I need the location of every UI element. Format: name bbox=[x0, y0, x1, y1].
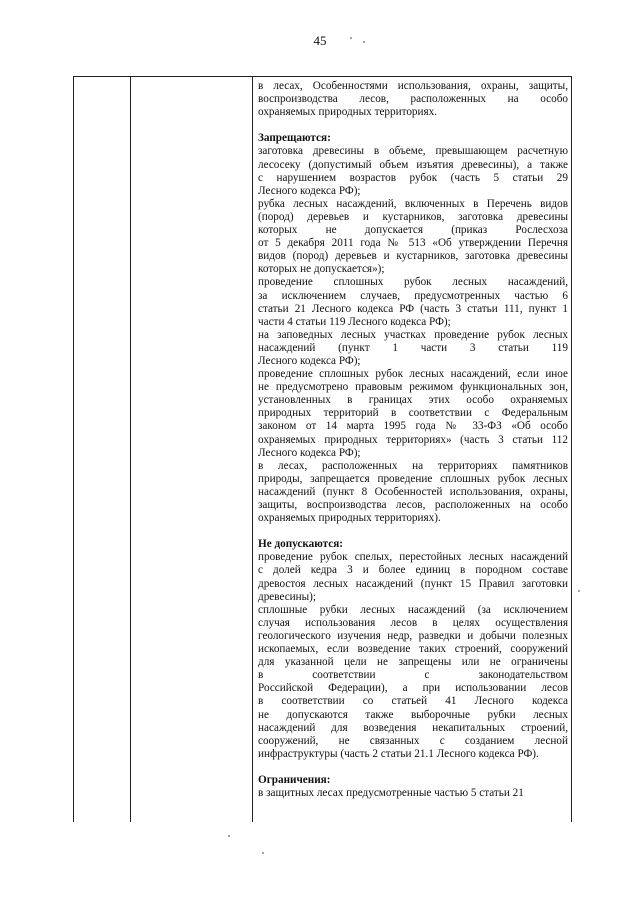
text-line: которых не допускается»); bbox=[258, 263, 385, 276]
text-line: в защитных лесах предусмотренные частью 5 статьи 21 bbox=[258, 787, 524, 800]
text-line: рубка лесных насаждений, включенных в Перечень видов bbox=[258, 197, 568, 210]
text-line: части 4 статьи 119 Лесного кодекса РФ); bbox=[258, 315, 451, 328]
scan-speck bbox=[228, 835, 230, 837]
text-line: не допускаются также выборочные рубки лесных bbox=[258, 708, 568, 721]
text-line: для указанной цели не запрещены или не ограничены bbox=[258, 656, 568, 669]
paragraph-gap bbox=[258, 525, 568, 538]
section-heading: Запрещаются: bbox=[258, 132, 331, 145]
text-line: проведение рубок спелых, перестойных лесных насаждений bbox=[258, 551, 568, 564]
text-line: геологического изучения недр, разведки и добычи полезных bbox=[258, 629, 568, 642]
text-line: защиты, воспроизводства лесов, расположенных на особо bbox=[258, 499, 568, 511]
text-line: Лесного кодекса РФ); bbox=[258, 184, 361, 197]
text-line: Лесного кодекса РФ); bbox=[258, 354, 361, 367]
text-line: заготовка древесины в объеме, превышающем расчетную bbox=[258, 145, 568, 158]
text-line: инфраструктуры (часть 2 статьи 21.1 Лесного кодекса РФ). bbox=[258, 747, 539, 760]
text-line: воспроизводства лесов, расположенных на особо bbox=[258, 93, 568, 106]
text-line: охраняемых природных территориях» (часть 3 статьи 112 bbox=[258, 433, 568, 446]
text-line: с долей кедра 3 и более единиц в породном составе bbox=[258, 564, 568, 577]
text-line: проведение сплошных рубок лесных насаждений, если иное bbox=[258, 368, 568, 381]
section-heading: Не допускаются: bbox=[258, 538, 344, 551]
text-line: лесосеку (допустимый объем изъятия древесины), а также bbox=[258, 158, 568, 171]
text-line: сплошные рубки лесных насаждений (за исключением bbox=[258, 603, 568, 616]
text-line: за исключением случаев, предусмотренных частью 6 bbox=[258, 289, 568, 302]
text-line: сооружений, не связанных с созданием лесной bbox=[258, 734, 568, 747]
scan-speck bbox=[350, 37, 352, 39]
text-line: природы, запрещается проведение сплошных рубок лесных bbox=[258, 472, 568, 485]
paragraph-gap bbox=[258, 119, 568, 132]
column-divider-2 bbox=[252, 77, 253, 822]
column-divider-1 bbox=[130, 77, 131, 822]
text-line: насаждений (пункт 1 части 3 статьи 119 bbox=[258, 341, 568, 354]
scan-speck bbox=[363, 41, 365, 43]
text-line: (пород) деревьев и кустарников, заготовка древесины bbox=[258, 210, 568, 223]
text-line: в лесах, Особенностями использования, охраны, защиты, bbox=[258, 80, 568, 92]
text-line: древостоя лесных насаждений (пункт 15 Правил заготовки bbox=[258, 577, 568, 590]
document-table bbox=[73, 76, 572, 822]
text-line: не предусмотрено правовым режимом функциональных зон, bbox=[258, 381, 568, 394]
text-line: Лесного кодекса РФ); bbox=[258, 446, 361, 459]
text-line: охраняемых природных территориях). bbox=[258, 512, 441, 525]
text-line: Российской Федерации), а при использовании лесов bbox=[258, 682, 568, 695]
scan-speck bbox=[578, 590, 580, 592]
text-line: случая использования лесов в целях осуществления bbox=[258, 616, 568, 629]
paragraph-gap bbox=[258, 761, 568, 774]
text-line: насаждений (пункт 8 Особенностей использования, охраны, bbox=[258, 485, 568, 498]
text-line: от 5 декабря 2011 года № 513 «Об утверждении Перечня bbox=[258, 237, 568, 250]
text-line: в соответствии со статьей 41 Лесного кодекса bbox=[258, 695, 568, 708]
text-line: статьи 21 Лесного кодекса РФ (часть 3 статьи 111, пункт 1 bbox=[258, 302, 568, 315]
text-line: законом от 14 марта 1995 года № 33-ФЗ «Об особо bbox=[258, 420, 568, 433]
text-cell bbox=[258, 80, 568, 800]
text-line: с нарушением возрастов рубок (часть 5 статьи 29 bbox=[258, 171, 568, 184]
page-number: 45 bbox=[313, 33, 327, 48]
text-line: охраняемых природных территориях. bbox=[258, 106, 438, 119]
text-line: установленных в границах этих особо охраняемых bbox=[258, 394, 568, 407]
text-line: древесины); bbox=[258, 590, 317, 603]
section-heading: Ограничения: bbox=[258, 773, 331, 786]
text-line: которых не допускается (приказ Рослесхоза bbox=[258, 224, 568, 237]
text-line: природных территорий в соответствии с Федеральным bbox=[258, 407, 568, 420]
text-line: насаждений для возведения некапитальных строений, bbox=[258, 721, 568, 734]
text-line: в лесах, расположенных на территориях памятников bbox=[258, 459, 568, 472]
scan-speck bbox=[262, 852, 264, 854]
text-line: в соответствии с законодательством bbox=[258, 669, 568, 682]
text-line: проведение сплошных рубок лесных насаждений, bbox=[258, 276, 568, 289]
text-line: ископаемых, если возведение таких строений, сооружений bbox=[258, 643, 568, 656]
text-line: видов (пород) деревьев и кустарников, заготовка древесины bbox=[258, 250, 568, 263]
text-line: на заповедных лесных участках проведение рубок лесных bbox=[258, 328, 568, 341]
